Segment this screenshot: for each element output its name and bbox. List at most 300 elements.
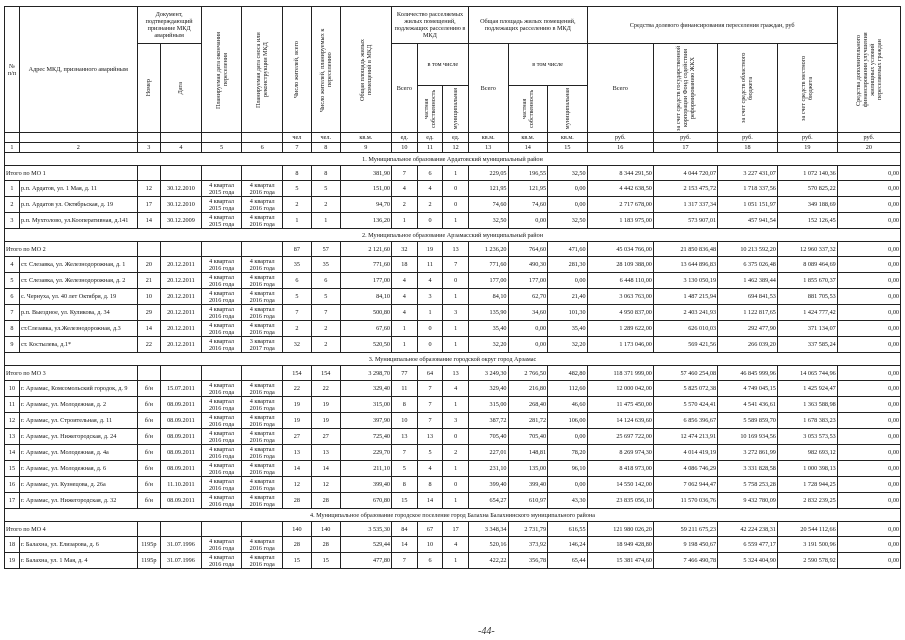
blank-cell bbox=[137, 522, 161, 537]
column-number-cell: 13 bbox=[468, 143, 508, 153]
total-label: Итого по МО 1 bbox=[5, 166, 138, 181]
table-cell: 19 bbox=[282, 413, 311, 429]
table-cell: 0,00 bbox=[837, 305, 900, 321]
section-title-row bbox=[5, 153, 901, 166]
table-cell: 6 bbox=[417, 553, 443, 569]
table-cell: 4 квартал 2016 года bbox=[201, 553, 242, 569]
table-cell: 12 474 213,91 bbox=[653, 429, 717, 445]
blank-cell bbox=[242, 366, 283, 381]
table-cell: 725,40 bbox=[340, 429, 391, 445]
table-cell: 1 317 337,34 bbox=[653, 197, 717, 213]
table-cell: 0,00 bbox=[837, 273, 900, 289]
table-cell: 65,44 bbox=[548, 553, 588, 569]
table-cell: 14 bbox=[5, 445, 20, 461]
table-cell: 3 bbox=[443, 413, 469, 429]
table-cell: 177,00 bbox=[468, 273, 508, 289]
table-cell: 1 425 924,47 bbox=[777, 381, 837, 397]
table-cell: 112,60 bbox=[548, 381, 588, 397]
table-cell: 4 bbox=[392, 273, 418, 289]
table-cell: 15 bbox=[311, 553, 340, 569]
table-cell: 2 bbox=[392, 197, 418, 213]
table-cell: 15 381 474,60 bbox=[587, 553, 653, 569]
total-cell: 46 845 999,96 bbox=[718, 366, 778, 381]
table-row bbox=[5, 397, 901, 413]
table-cell: 20 bbox=[137, 257, 161, 273]
table-cell: 31.07.1996 bbox=[161, 553, 202, 569]
table-cell: 315,00 bbox=[468, 397, 508, 413]
table-cell: 670,80 bbox=[340, 493, 391, 509]
table-cell: 1 bbox=[392, 321, 418, 337]
table-cell: 3 272 861,99 bbox=[718, 445, 778, 461]
table-cell: 349 188,69 bbox=[777, 197, 837, 213]
table-cell: б/н bbox=[137, 413, 161, 429]
table-cell: 101,30 bbox=[548, 305, 588, 321]
table-cell: г. Арзамас, Комсомольский городок, д. 9 bbox=[19, 381, 137, 397]
table-cell: 477,80 bbox=[340, 553, 391, 569]
header-num: № п/п bbox=[5, 7, 20, 133]
table-cell: 146,24 bbox=[548, 537, 588, 553]
total-cell: 0,00 bbox=[837, 166, 900, 181]
table-cell: 4 541 436,61 bbox=[718, 397, 778, 413]
table-cell: 74,60 bbox=[508, 197, 548, 213]
section-total-row bbox=[5, 166, 901, 181]
column-number-cell: 17 bbox=[653, 143, 717, 153]
column-number-cell: 14 bbox=[508, 143, 548, 153]
table-cell: 0 bbox=[417, 321, 443, 337]
header-planned-demolish: Планируемая дата сноса или реконструкции МКД bbox=[242, 7, 283, 133]
section-title: 1. Муниципальное образование Ардатовский муниципальный район bbox=[5, 153, 901, 166]
total-cell: 154 bbox=[311, 366, 340, 381]
table-cell: 1 487 215,94 bbox=[653, 289, 717, 305]
total-cell: 0,00 bbox=[837, 366, 900, 381]
table-cell: 4 квартал 2016 года bbox=[242, 429, 283, 445]
table-cell: 694 841,53 bbox=[718, 289, 778, 305]
table-cell: 7 bbox=[417, 397, 443, 413]
header-count-private: частная собственность bbox=[417, 86, 443, 133]
table-cell: 0,00 bbox=[508, 337, 548, 353]
table-cell: 4 квартал 2016 года bbox=[201, 429, 242, 445]
table-cell: 4 bbox=[443, 381, 469, 397]
table-cell: 329,40 bbox=[340, 381, 391, 397]
header-planned-end: Планируемая дата окончания переселения bbox=[201, 7, 242, 133]
table-cell: 23 835 056,10 bbox=[587, 493, 653, 509]
table-cell: 0,00 bbox=[837, 337, 900, 353]
table-cell: 14 124 639,60 bbox=[587, 413, 653, 429]
column-number-cell: 12 bbox=[443, 143, 469, 153]
table-cell: г. Арзамас, ул. Строительная, д. 11 bbox=[19, 413, 137, 429]
table-cell: 18 bbox=[392, 257, 418, 273]
total-cell: 4 044 720,07 bbox=[653, 166, 717, 181]
header-area-incl: в том числе bbox=[508, 44, 587, 86]
page-stamp: -44- bbox=[478, 626, 495, 637]
table-cell: 1 bbox=[282, 213, 311, 229]
table-cell: р.п. Мухтолово, ул.Кооперативная, д.141 bbox=[19, 213, 137, 229]
table-cell: 31.07.1996 bbox=[161, 537, 202, 553]
table-cell: 0 bbox=[443, 477, 469, 493]
section-title-row bbox=[5, 353, 901, 366]
column-number-cell: 4 bbox=[161, 143, 202, 153]
table-cell: 32,20 bbox=[468, 337, 508, 353]
table-cell: 12 000 042,00 bbox=[587, 381, 653, 397]
table-cell: 28 bbox=[311, 493, 340, 509]
blank-cell bbox=[161, 366, 202, 381]
table-cell: 35,40 bbox=[468, 321, 508, 337]
table-cell: 9 198 450,67 bbox=[653, 537, 717, 553]
table-cell: 30.12.2010 bbox=[161, 197, 202, 213]
header-count-total: Всего bbox=[392, 44, 418, 133]
table-cell: 32,20 bbox=[548, 337, 588, 353]
table-cell: 1 000 398,13 bbox=[777, 461, 837, 477]
table-cell: 4 014 419,19 bbox=[653, 445, 717, 461]
header-area-municipal: муниципальная bbox=[548, 86, 588, 133]
table-row bbox=[5, 337, 901, 353]
table-cell: 0,00 bbox=[837, 197, 900, 213]
blank-cell bbox=[201, 366, 242, 381]
table-cell: 0,00 bbox=[837, 181, 900, 197]
table-cell: 19 bbox=[311, 413, 340, 429]
blank-cell bbox=[242, 242, 283, 257]
header-extra: Средства дополнительного финансирования улучшения жилищных условий переселяемых граждан bbox=[837, 7, 900, 133]
table-cell: 106,00 bbox=[548, 413, 588, 429]
table-cell: 151,00 bbox=[340, 181, 391, 197]
table-cell: 08.09.2011 bbox=[161, 429, 202, 445]
table-cell: 62,70 bbox=[508, 289, 548, 305]
table-cell: ст. Костылева, д.1* bbox=[19, 337, 137, 353]
table-cell: 0,00 bbox=[548, 477, 588, 493]
table-cell: 21,40 bbox=[548, 289, 588, 305]
table-cell: 771,60 bbox=[340, 257, 391, 273]
table-cell: 457 941,54 bbox=[718, 213, 778, 229]
column-number-cell: 16 bbox=[587, 143, 653, 153]
table-cell: 08.09.2011 bbox=[161, 461, 202, 477]
table-row bbox=[5, 181, 901, 197]
table-cell: 11 bbox=[5, 397, 20, 413]
table-cell: 0 bbox=[417, 337, 443, 353]
table-cell: 4 квартал 2016 года bbox=[201, 445, 242, 461]
table-cell: г. Арзамас, ул. Молодежная, д. 2 bbox=[19, 397, 137, 413]
table-cell: 337 585,24 bbox=[777, 337, 837, 353]
table-cell: 16 bbox=[5, 477, 20, 493]
table-cell: 17 bbox=[5, 493, 20, 509]
table-cell: 11 bbox=[417, 257, 443, 273]
table-cell: 373,92 bbox=[508, 537, 548, 553]
total-cell: 10 213 592,20 bbox=[718, 242, 778, 257]
total-cell: 8 344 291,50 bbox=[587, 166, 653, 181]
table-cell: 29 bbox=[137, 305, 161, 321]
blank-cell bbox=[201, 242, 242, 257]
table-cell: 74,60 bbox=[468, 197, 508, 213]
table-cell: 626 010,03 bbox=[653, 321, 717, 337]
table-cell: 4 квартал 2016 года bbox=[242, 493, 283, 509]
table-cell: 1 678 383,23 bbox=[777, 413, 837, 429]
section-title: 2. Муниципальное образование Арзамасский муниципальный район bbox=[5, 229, 901, 242]
blank-cell bbox=[161, 522, 202, 537]
table-cell: 0 bbox=[443, 429, 469, 445]
table-cell: 2 bbox=[282, 321, 311, 337]
unit-cell: кв.м. bbox=[340, 133, 391, 143]
table-cell: 84,10 bbox=[340, 289, 391, 305]
table-cell: б/н bbox=[137, 397, 161, 413]
table-cell: 13 bbox=[311, 445, 340, 461]
table-cell: 1 289 622,00 bbox=[587, 321, 653, 337]
table-cell: ст.Слезавка, ул.Железнодорожная, д.3 bbox=[19, 321, 137, 337]
table-cell: 7 466 490,78 bbox=[653, 553, 717, 569]
table-cell: 5 bbox=[311, 289, 340, 305]
total-cell: 3 298,70 bbox=[340, 366, 391, 381]
table-cell: 0 bbox=[443, 197, 469, 213]
table-cell: 08.09.2011 bbox=[161, 445, 202, 461]
table-cell: г. Балахна, ул. 1 Мая, д. 4 bbox=[19, 553, 137, 569]
table-cell: 4 квартал 2016 года bbox=[201, 493, 242, 509]
table-cell: 5 570 424,41 bbox=[653, 397, 717, 413]
table-cell: 18 949 428,80 bbox=[587, 537, 653, 553]
table-cell: 32,50 bbox=[468, 213, 508, 229]
table-cell: 329,40 bbox=[468, 381, 508, 397]
unit-cell: руб. bbox=[653, 133, 717, 143]
total-cell: 482,80 bbox=[548, 366, 588, 381]
column-number-cell: 7 bbox=[282, 143, 311, 153]
section-title-row bbox=[5, 509, 901, 522]
table-cell: 8 418 973,00 bbox=[587, 461, 653, 477]
table-cell: 2 590 578,92 bbox=[777, 553, 837, 569]
table-row bbox=[5, 305, 901, 321]
table-cell: 35 bbox=[311, 257, 340, 273]
table-cell: 2 bbox=[311, 197, 340, 213]
table-cell: 3 bbox=[443, 305, 469, 321]
table-cell: 5 bbox=[311, 181, 340, 197]
table-cell: 1 855 670,37 bbox=[777, 273, 837, 289]
section-total-row bbox=[5, 522, 901, 537]
table-cell: 4 bbox=[417, 181, 443, 197]
table-cell: 22 bbox=[282, 381, 311, 397]
table-cell: 121,95 bbox=[508, 181, 548, 197]
total-label: Итого по МО 4 bbox=[5, 522, 138, 537]
table-cell: 4 квартал 2015 года bbox=[201, 181, 242, 197]
table-cell: 0,00 bbox=[837, 477, 900, 493]
table-cell: 1 173 046,00 bbox=[587, 337, 653, 353]
table-cell: 84,10 bbox=[468, 289, 508, 305]
table-cell: 2 717 678,00 bbox=[587, 197, 653, 213]
table-cell: б/н bbox=[137, 493, 161, 509]
total-cell: 67 bbox=[417, 522, 443, 537]
table-cell: 490,30 bbox=[508, 257, 548, 273]
table-cell: г. Арзамас, ул. Молодежная, д. 4а bbox=[19, 445, 137, 461]
total-cell: 764,60 bbox=[508, 242, 548, 257]
table-cell: 1 424 777,42 bbox=[777, 305, 837, 321]
total-cell: 3 535,30 bbox=[340, 522, 391, 537]
table-cell: 9 bbox=[5, 337, 20, 353]
table-cell: б/н bbox=[137, 381, 161, 397]
table-cell: 12 bbox=[137, 181, 161, 197]
table-cell: 1 bbox=[5, 181, 20, 197]
table-cell: 4 квартал 2016 года bbox=[201, 413, 242, 429]
header-doc-num: Номер bbox=[137, 44, 161, 133]
table-cell: 6 856 396,67 bbox=[653, 413, 717, 429]
unit-cell bbox=[5, 133, 20, 143]
column-number-cell: 15 bbox=[548, 143, 588, 153]
total-cell: 8 bbox=[282, 166, 311, 181]
table-cell: 8 bbox=[5, 321, 20, 337]
table-cell: 2 bbox=[5, 197, 20, 213]
table-cell: 6 bbox=[311, 273, 340, 289]
table-cell: 7 bbox=[443, 257, 469, 273]
table-cell: 15 bbox=[282, 553, 311, 569]
total-cell: 57 460 254,08 bbox=[653, 366, 717, 381]
table-cell: 6 448 110,00 bbox=[587, 273, 653, 289]
table-cell: 18 bbox=[5, 537, 20, 553]
unit-cell bbox=[19, 133, 137, 143]
table-row bbox=[5, 477, 901, 493]
unit-cell: ед. bbox=[443, 133, 469, 143]
table-row bbox=[5, 273, 901, 289]
resettlement-table bbox=[4, 6, 901, 569]
table-cell: 4 квартал 2016 года bbox=[242, 181, 283, 197]
table-row bbox=[5, 553, 901, 569]
table-cell: 6 bbox=[5, 289, 20, 305]
table-cell: с. Чернуха, ул. 40 лет Октября, д. 19 bbox=[19, 289, 137, 305]
table-cell: 28 bbox=[282, 537, 311, 553]
table-cell: 30.12.2010 bbox=[161, 181, 202, 197]
table-cell: 4 квартал 2016 года bbox=[242, 213, 283, 229]
table-cell: 11.10.2011 bbox=[161, 477, 202, 493]
table-cell: 4 квартал 2016 года bbox=[242, 553, 283, 569]
table-cell: 520,50 bbox=[340, 337, 391, 353]
table-cell: 148,81 bbox=[508, 445, 548, 461]
table-cell: г. Арзамас, ул. Нижегородская, д. 32 bbox=[19, 493, 137, 509]
column-number-cell: 20 bbox=[837, 143, 900, 153]
blank-cell bbox=[242, 166, 283, 181]
table-cell: 4 bbox=[417, 273, 443, 289]
table-cell: 4 bbox=[443, 537, 469, 553]
table-row bbox=[5, 197, 901, 213]
table-cell: б/н bbox=[137, 477, 161, 493]
table-cell: 0,00 bbox=[837, 213, 900, 229]
table-cell: 4 749 045,15 bbox=[718, 381, 778, 397]
header-funds-total: Всего bbox=[587, 44, 653, 133]
unit-cell: чел. bbox=[311, 133, 340, 143]
table-cell: 281,72 bbox=[508, 413, 548, 429]
header-f-local: за счет средств местного бюджета bbox=[777, 44, 837, 133]
total-cell: 6 bbox=[417, 166, 443, 181]
table-cell: 4 bbox=[5, 257, 20, 273]
table-cell: 227,01 bbox=[468, 445, 508, 461]
table-cell: 4 квартал 2016 года bbox=[201, 537, 242, 553]
table-cell: 4 квартал 2016 года bbox=[201, 381, 242, 397]
table-row bbox=[5, 381, 901, 397]
table-cell: 2 bbox=[282, 197, 311, 213]
table-cell: г. Арзамас, ул. Кузнецова, д. 26а bbox=[19, 477, 137, 493]
table-cell: 216,80 bbox=[508, 381, 548, 397]
table-cell: 4 квартал 2016 года bbox=[242, 445, 283, 461]
table-cell: 231,10 bbox=[468, 461, 508, 477]
table-cell: 67,60 bbox=[340, 321, 391, 337]
column-number-cell: 18 bbox=[718, 143, 778, 153]
total-cell: 45 034 766,00 bbox=[587, 242, 653, 257]
table-cell: 08.09.2011 bbox=[161, 493, 202, 509]
table-cell: 27 bbox=[311, 429, 340, 445]
table-cell: ст. Слезавка, ул. Железнодорожная, д. 2 bbox=[19, 273, 137, 289]
total-cell: 0,00 bbox=[837, 522, 900, 537]
table-cell: 22 bbox=[137, 337, 161, 353]
total-cell: 2 121,60 bbox=[340, 242, 391, 257]
table-cell: 211,10 bbox=[340, 461, 391, 477]
table-cell: 2 bbox=[417, 197, 443, 213]
table-cell: 6 375 026,48 bbox=[718, 257, 778, 273]
table-cell: 229,70 bbox=[340, 445, 391, 461]
header-area-private: частная собственность bbox=[508, 86, 548, 133]
table-row bbox=[5, 429, 901, 445]
table-cell: 1 bbox=[417, 305, 443, 321]
table-cell: 135,00 bbox=[508, 461, 548, 477]
table-cell: 12 bbox=[282, 477, 311, 493]
table-cell: 14 bbox=[137, 321, 161, 337]
table-cell: 1 bbox=[443, 553, 469, 569]
table-cell: 1 bbox=[443, 493, 469, 509]
total-cell: 140 bbox=[311, 522, 340, 537]
table-cell: 8 bbox=[417, 477, 443, 493]
table-cell: 4 квартал 2016 года bbox=[242, 321, 283, 337]
table-cell: 292 477,90 bbox=[718, 321, 778, 337]
table-cell: 96,10 bbox=[548, 461, 588, 477]
table-cell: 4 квартал 2016 года bbox=[242, 461, 283, 477]
table-cell: 422,22 bbox=[468, 553, 508, 569]
table-cell: 12 bbox=[5, 413, 20, 429]
table-cell: 0,00 bbox=[837, 537, 900, 553]
table-cell: р.п. Ардатов, ул. 1 Мая, д. 11 bbox=[19, 181, 137, 197]
table-cell: 21 bbox=[137, 273, 161, 289]
table-cell: 654,27 bbox=[468, 493, 508, 509]
table-cell: 705,40 bbox=[468, 429, 508, 445]
table-cell: 5 bbox=[282, 181, 311, 197]
table-cell: 4 квартал 2016 года bbox=[242, 273, 283, 289]
table-cell: ст. Слезавка, ул. Железнодорожная, д. 1 bbox=[19, 257, 137, 273]
total-cell: 0,00 bbox=[837, 242, 900, 257]
table-cell: 14 bbox=[282, 461, 311, 477]
table-cell: 20.12.2011 bbox=[161, 337, 202, 353]
units-row bbox=[5, 133, 901, 143]
table-cell: 94,70 bbox=[340, 197, 391, 213]
column-number-cell: 9 bbox=[340, 143, 391, 153]
table-cell: 610,97 bbox=[508, 493, 548, 509]
table-cell: 1 462 389,44 bbox=[718, 273, 778, 289]
section-title: 4. Муниципальное образование городское поселение город Балахна Балахнинского муниципального района bbox=[5, 509, 901, 522]
table-cell: 1 bbox=[392, 213, 418, 229]
column-number-cell: 3 bbox=[137, 143, 161, 153]
table-cell: 2 832 239,25 bbox=[777, 493, 837, 509]
table-cell: 500,80 bbox=[340, 305, 391, 321]
table-cell: 1 183 975,00 bbox=[587, 213, 653, 229]
table-cell: 371 134,07 bbox=[777, 321, 837, 337]
table-cell: 0,00 bbox=[837, 257, 900, 273]
table-cell: 7 bbox=[311, 305, 340, 321]
unit-cell: руб. bbox=[837, 133, 900, 143]
total-label: Итого по МО 2 bbox=[5, 242, 138, 257]
table-cell: 266 039,20 bbox=[718, 337, 778, 353]
table-cell: 0,00 bbox=[837, 429, 900, 445]
table-cell: 4 квартал 2016 года bbox=[201, 397, 242, 413]
column-number-cell: 2 bbox=[19, 143, 137, 153]
table-cell: 14 bbox=[137, 213, 161, 229]
table-cell: 2 bbox=[443, 445, 469, 461]
table-cell: 1 051 151,97 bbox=[718, 197, 778, 213]
table-cell: 5 bbox=[282, 289, 311, 305]
table-cell: 8 089 464,69 bbox=[777, 257, 837, 273]
total-cell: 140 bbox=[282, 522, 311, 537]
table-cell: 10 bbox=[417, 537, 443, 553]
total-cell: 381,90 bbox=[340, 166, 391, 181]
table-cell: 46,60 bbox=[548, 397, 588, 413]
column-number-cell: 1 bbox=[5, 143, 20, 153]
